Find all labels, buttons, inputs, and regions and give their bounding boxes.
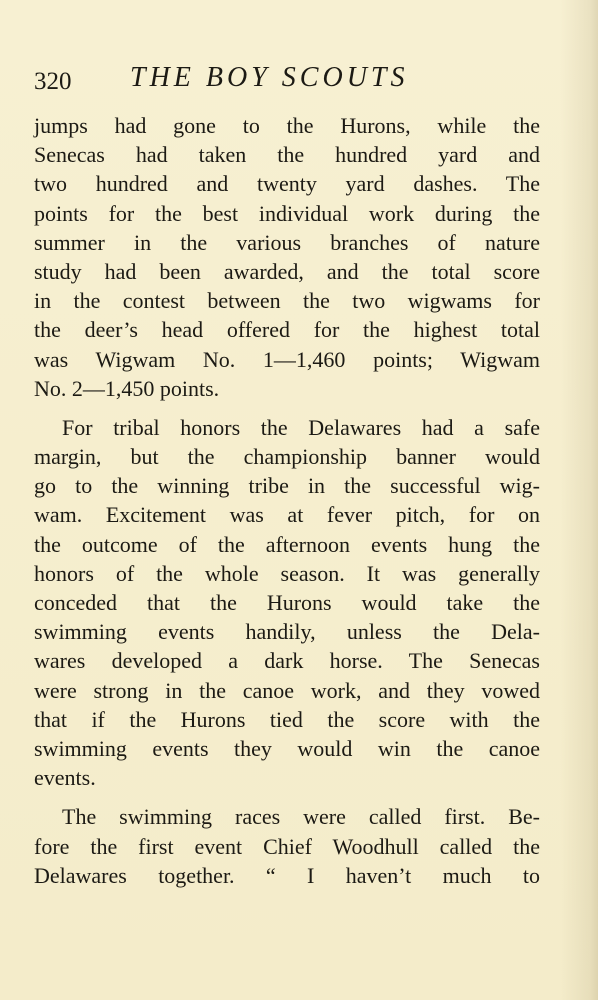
text-line: honors of the whole season. It was generally (34, 560, 540, 586)
text-line: the outcome of the afternoon events hung the (34, 531, 540, 557)
text-line: summer in the various branches of nature (34, 229, 540, 255)
text-line: swimming events they would win the canoe (34, 735, 540, 761)
page-header (34, 62, 554, 102)
text-line: was Wigwam No. 1—1,460 points; Wigwam (34, 346, 540, 372)
paragraph (34, 111, 540, 403)
body-text (34, 111, 540, 890)
running-head: THE BOY SCOUTS (130, 62, 409, 93)
text-line: fore the first event Chief Woodhull called the (34, 833, 540, 859)
text-line: For tribal honors the Delawares had a safe (62, 414, 540, 440)
text-line: wares developed a dark horse. The Senecas (34, 648, 540, 674)
text-line: swimming events handily, unless the Dela- (34, 619, 540, 645)
text-line: go to the winning tribe in the successful wig- (34, 473, 540, 499)
paragraph-gap (34, 403, 540, 413)
text-line: jumps had gone to the Hurons, while the (34, 113, 540, 138)
page-number: 320 (34, 68, 72, 95)
paragraph-gap (34, 792, 540, 802)
text-line: margin, but the championship banner would (34, 444, 540, 470)
text-line: Delawares together. “ I haven’t much to (34, 862, 540, 888)
text-line: wam. Excitement was at fever pitch, for on (34, 502, 540, 528)
text-line: study had been awarded, and the total score (34, 258, 540, 284)
paragraph (34, 802, 540, 890)
paragraph (34, 413, 540, 792)
text-line: points for the best individual work during the (34, 200, 540, 226)
text-line: events. (34, 765, 96, 791)
text-line: in the contest between the two wigwams for (34, 288, 540, 314)
text-line: No. 2—1,450 points. (34, 375, 220, 401)
text-line: that if the Hurons tied the score with the (34, 706, 540, 732)
text-line: two hundred and twenty yard dashes. The (34, 171, 540, 197)
text-line: conceded that the Hurons would take the (34, 590, 540, 615)
text-line: were strong in the canoe work, and they vowed (34, 677, 540, 703)
text-line: The swimming races were called first. Be- (62, 804, 540, 830)
text-line: the deer’s head offered for the highest total (34, 317, 540, 343)
text-line: Senecas had taken the hundred yard and (34, 142, 540, 168)
